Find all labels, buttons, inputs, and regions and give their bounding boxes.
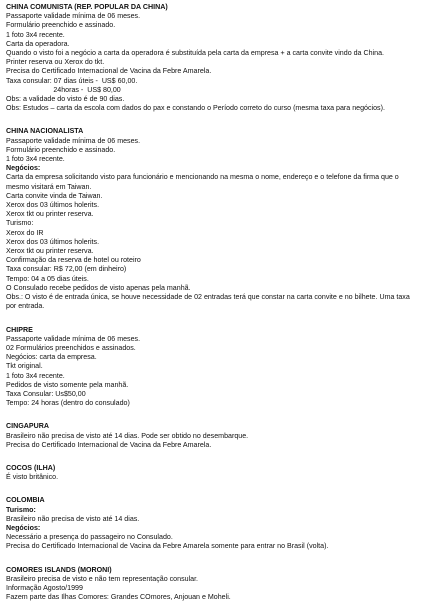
text-line: Taxa Consular: Us$50,00 [6, 389, 86, 398]
text-line: Printer reserva ou Xerox do tkt. [6, 58, 105, 67]
text-line: Xerox dos 03 últimos holerits. [6, 201, 100, 210]
section-title: COMORES ISLANDS (MORONI) [6, 565, 112, 574]
text-line: Obs: a validade do visto é de 90 dias. [6, 95, 125, 104]
text-line: Taxa consular: R$ 72,00 (em dinheiro) [6, 265, 127, 274]
section [6, 496, 420, 551]
text-line: Formulário preenchido e assinado. [6, 21, 116, 30]
text-line: Informação Agosto/1999 [6, 583, 83, 592]
section [6, 326, 420, 409]
section-title: COCOS (ILHA) [6, 463, 56, 472]
section [6, 566, 420, 602]
text-line: Xerox tkt ou printer reserva. [6, 210, 94, 219]
section-title: COLOMBIA [6, 496, 45, 505]
section [6, 127, 420, 311]
section-gap [6, 113, 420, 127]
text-line: Formulário preenchido e assinado. [6, 145, 116, 154]
text-line: Carta da operadora. [6, 39, 70, 48]
text-line: Tkt original. [6, 362, 43, 371]
section-gap [6, 552, 420, 566]
text-line: Negócios: carta da empresa. [6, 353, 97, 362]
section-title: CINGAPURA [6, 422, 49, 431]
text-line: Necessário a presença do passageiro no Consulado. [6, 533, 173, 542]
text-line: Obs.: O visto é de entrada única, se houve necessidade de 02 entradas terá que constar na carta convite e no bilhete. Uma taxa por entrada. [6, 293, 412, 311]
text-line: Tempo: 04 a 05 dias úteis. [6, 274, 89, 283]
text-line: Carta convite vinda de Taiwan. [6, 191, 103, 200]
text-line: Brasileiro não precisa de visto até 14 dias. [6, 514, 140, 523]
subheading: Turismo: [6, 505, 36, 514]
section-title: CHINA NACIONALISTA [6, 127, 84, 136]
text-line: Turismo: [6, 219, 34, 228]
text-line: Confirmação da reserva de hotel ou roteiro [6, 256, 141, 265]
section-gap [6, 312, 420, 326]
subheading: Negócios: [6, 523, 41, 532]
text-line: 1 foto 3x4 recente. [6, 371, 65, 380]
text-line: É visto britânico. [6, 473, 59, 482]
text-line: Xerox do IR [6, 228, 44, 237]
section-gap [6, 408, 420, 422]
text-line: 02 Formulários preenchidos e assinados. [6, 343, 136, 352]
section [6, 422, 420, 450]
text-line: Fazem parte das Ilhas Comores: Grandes COmores, Anjouan e Moheli. [6, 593, 231, 602]
text-line: Obs: Estudos – carta da escola com dados do pax e constando o Período correto do curso (mesma taxa para negócios). [6, 104, 385, 113]
text-line: Brasileiro não precisa de visto até 14 dias. Pode ser obtido no desembarque. [6, 431, 249, 440]
section-gap [6, 482, 420, 496]
text-line: 1 foto 3x4 recente. [6, 155, 65, 164]
section [6, 464, 420, 482]
text-line: Quando o visto foi a negócio a carta da operadora é substituída pela carta da empresa + a carta convite vindo da China. [6, 49, 384, 58]
text-line: Taxa consular: 07 dias úteis - US$ 60,00. [6, 76, 138, 85]
text-line: Pedidos de visto somente pela manhã. [6, 380, 129, 389]
text-line: Tempo: 24 horas (dentro do consulado) [6, 399, 130, 408]
text-line: Precisa do Certificado Internacional de Vacina da Febre Amarela. [6, 67, 212, 76]
text-line: 24horas - US$ 80,00 [6, 85, 121, 94]
text-line: Xerox tkt ou printer reserva. [6, 247, 94, 256]
text-line: Xerox dos 03 últimos holerits. [6, 237, 100, 246]
subheading: Negócios: [6, 164, 41, 173]
text-line: Passaporte validade mínima de 06 meses. [6, 12, 141, 21]
text-line: Precisa do Certificado Internacional de Vacina da Febre Amarela. [6, 440, 212, 449]
text-line: Passaporte validade mínima de 06 meses. [6, 334, 141, 343]
text-line: Carta da empresa solicitando visto para funcionário e mencionando na mesma o nome, endereço e o telefone da firma que o mesmo visitará em Taiwan. [6, 173, 401, 191]
section-title: CHIPRE [6, 325, 33, 334]
text-line: Brasileiro precisa de visto e não tem representação consular. [6, 574, 199, 583]
section [6, 3, 420, 113]
section-gap [6, 450, 420, 464]
text-line: Passaporte validade mínima de 06 meses. [6, 136, 141, 145]
text-line: 1 foto 3x4 recente. [6, 30, 65, 39]
section-title: CHINA COMUNISTA (REP. POPULAR DA CHINA) [6, 3, 168, 11]
text-line: O Consulado recebe pedidos de visto apenas pela manhã. [6, 283, 191, 292]
text-line: Precisa do Certificado Internacional de Vacina da Febre Amarela somente para entrar no Brasil (volta). [6, 542, 329, 551]
